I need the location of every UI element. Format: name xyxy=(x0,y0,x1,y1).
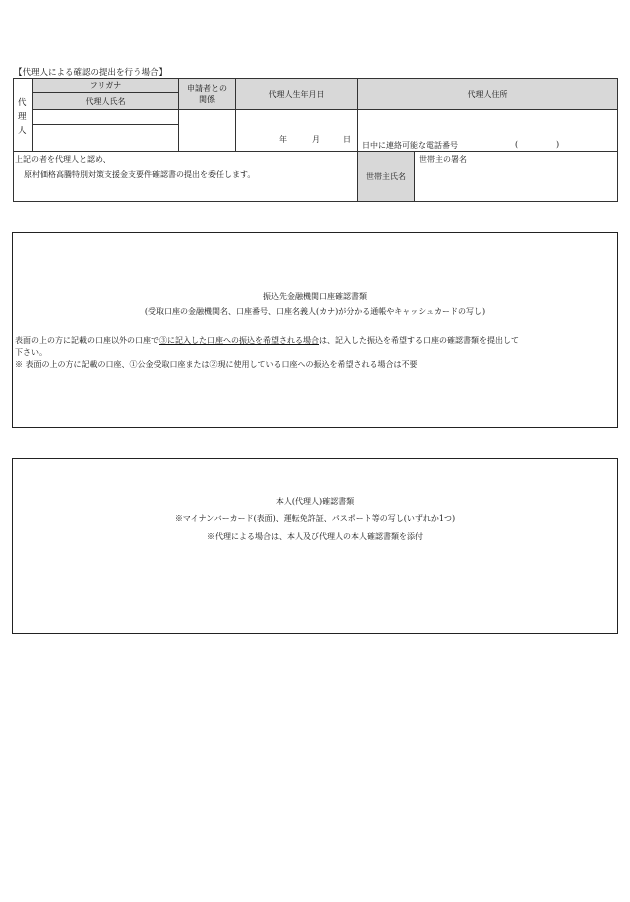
day-label: 日 xyxy=(343,135,351,144)
phone-paren-open: ( xyxy=(515,140,519,149)
furigana-header xyxy=(32,78,179,93)
head-name-label-cell xyxy=(357,151,415,202)
birth-date-header xyxy=(235,78,358,110)
head-signature-label: 世帯主の署名 xyxy=(419,155,467,164)
furigana-header-text: フリガナ xyxy=(89,81,122,90)
agent-side-char-2: 理 xyxy=(18,112,27,122)
bank-doc-box xyxy=(12,232,618,428)
head-name-label: 世帯主氏名 xyxy=(366,172,406,181)
id-doc-line2: ※代理による場合は、本人及び代理人の本人確認書類を添付 xyxy=(207,532,423,541)
bank-doc-title: 振込先金融機関口座確認書類 xyxy=(263,292,367,301)
agent-name-header xyxy=(32,92,179,110)
phone-paren-close: ) xyxy=(556,140,560,149)
furigana-field[interactable] xyxy=(32,109,179,125)
agent-name-field[interactable] xyxy=(32,124,179,152)
address-header xyxy=(357,78,618,110)
delegation-line1: 上記の者を代理人と認め、 xyxy=(15,155,111,164)
year-label: 年 xyxy=(279,135,287,144)
agent-section-title: 【代理人による確認の提出を行う場合】 xyxy=(14,68,168,78)
phone-label: 日中に連絡可能な電話番号 xyxy=(362,141,458,150)
bank-doc-note1-prefix: 表面の上の方に記載の口座以外の口座で xyxy=(15,336,159,345)
birth-date-field[interactable] xyxy=(235,109,358,152)
relation-header-line1: 申請者との xyxy=(187,84,227,93)
bank-doc-note2: ※ 表面の上の方に記載の口座、①公金受取口座または②現に使用している口座への振込を希望される場合は不要 xyxy=(15,360,418,369)
agent-side-char-1: 代 xyxy=(18,98,27,108)
birth-date-header-text: 代理人生年月日 xyxy=(268,89,325,99)
relation-field[interactable] xyxy=(178,109,236,152)
relation-header-line2: 関係 xyxy=(199,95,215,104)
bank-doc-subtitle: (受取口座の金融機関名、口座番号、口座名義人(カナ)が分かる通帳やキャッシュカードの写し) xyxy=(144,307,486,316)
bank-doc-note1 xyxy=(15,335,519,346)
delegation-line2: 原村価格高騰特別対策支援金支要件確認書の提出を委任します。 xyxy=(24,170,256,179)
id-doc-box xyxy=(12,458,618,634)
address-header-text: 代理人住所 xyxy=(467,89,508,99)
agent-side-char-3: 人 xyxy=(18,126,27,136)
id-doc-title: 本人(代理人)確認書類 xyxy=(275,497,355,506)
agent-name-header-text: 代理人氏名 xyxy=(85,96,126,106)
month-label: 月 xyxy=(312,135,320,144)
bank-doc-note1-suffix: は、記入した振込を希望する口座の確認書類を提出して xyxy=(319,336,519,345)
bank-doc-note1-underlined: ③に記入した口座への振込を希望される場合 xyxy=(159,336,319,345)
id-doc-line1: ※マイナンバーカード(表面)、運転免許証、パスポート等の写し(いずれか1つ) xyxy=(174,514,456,523)
bank-doc-note1-line2: 下さい。 xyxy=(15,348,47,357)
relation-header xyxy=(178,78,236,110)
